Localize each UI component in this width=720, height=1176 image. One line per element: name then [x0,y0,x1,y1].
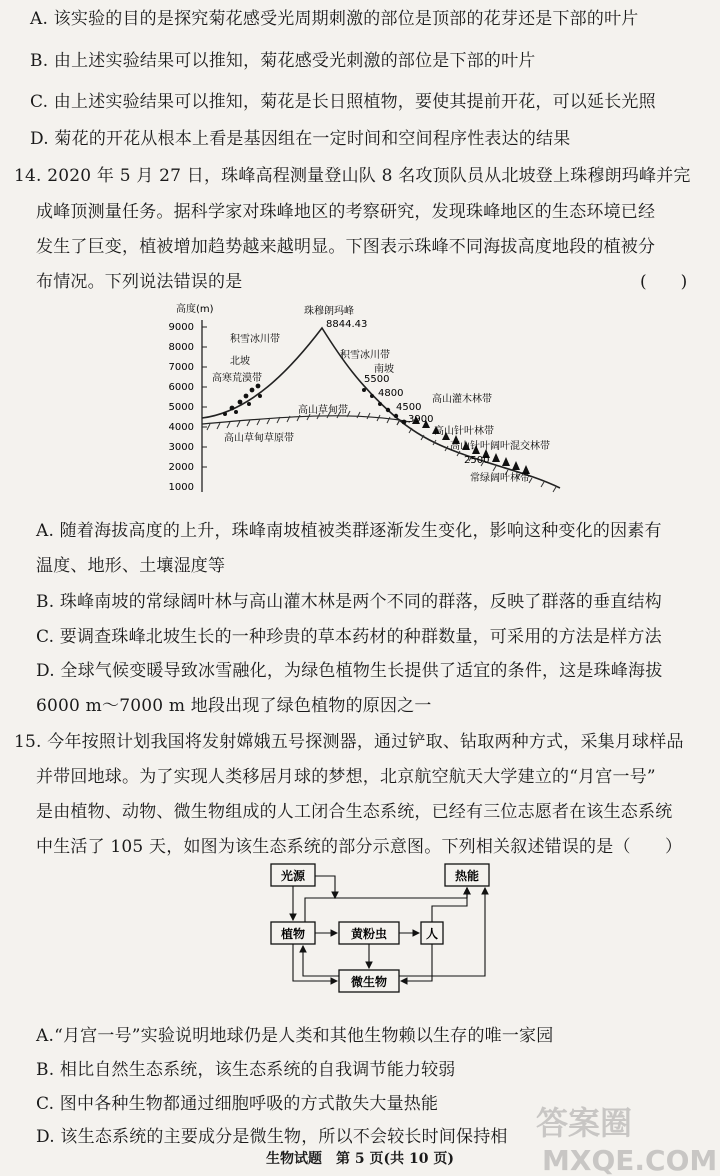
q15-stem-line-3: 是由植物、动物、微生物组成的人工闭合生态系统，已经有三位志愿者在该生态系统 [36,802,673,822]
conifer-label: 高山针叶林带 [434,426,494,437]
q14-option-d-cont: 6000 m～7000 m 地段出现了绿色植物的原因之一 [36,696,432,716]
alt-5500-label: 5500 [364,374,390,385]
evergreen-label: 常绿阔叶林带 [470,473,530,484]
q14-stem-line-3: 发生了巨变，植被增加趋势越来越明显。下图表示珠峰不同海拔高度地段的植被分 [36,237,656,257]
q14-answer-paren: ( ) [640,272,688,292]
shrub-label: 高山灌木林带 [432,394,492,405]
north-snow-label: 积雪冰川带 [230,334,280,345]
y-tick: 7000 [168,362,194,373]
q14-stem-line-2: 成峰顶测量任务。据科学家对珠峰地区的考察研究，发现珠峰地区的生态环境已经 [36,202,656,222]
y-tick: 5000 [168,402,194,413]
q14-stem-line-1: 14. 2020 年 5 月 27 日，珠峰高程测量登山队 8 名攻顶队员从北坡登上珠穆朗玛峰并完 [14,166,691,186]
energy-flow-arrows [293,876,485,981]
person-label: 人 [425,927,439,941]
heat-label: 热能 [454,869,480,883]
q14-option-a: A. 随着海拔高度的上升，珠峰南坡植被类群逐渐发生变化，影响这种变化的因素有 [36,521,662,541]
everest-vegetation-figure [150,300,610,500]
q15-stem-line-4: 中生活了 105 天，如图为该生态系统的部分示意图。下列相关叙述错误的是（ ） [36,837,683,857]
y-axis-title: 高度(m) [176,304,214,315]
q13-option-a: A. 该实验的目的是探究菊花感受光周期刺激的部位是顶部的花芽还是下部的叶片 [30,9,639,29]
q15-option-a: A.“月宫一号”实验说明地球仍是人类和其他生物赖以生存的唯一家园 [36,1026,554,1046]
q15-option-b: B. 相比自然生态系统，该生态系统的自我调节能力较弱 [36,1060,456,1080]
q15-stem-line-2: 并带回地球。为了实现人类移居月球的梦想，北京航空航天大学建立的“月宫一号” [36,767,656,787]
alt-4800-label: 4800 [378,388,404,399]
meadow-steppe-label: 高山草甸草原带 [224,433,294,444]
lunar-palace-diagram [255,858,505,998]
y-tick-marks [202,327,207,467]
q15-stem-line-1: 15. 今年按照计划我国将发射嫦娥五号探测器，通过铲取、钻取两种方式，采集月球样品 [14,732,684,752]
y-tick: 3000 [168,442,194,453]
page-footer: 生物试题 第 5 页(共 10 页) [266,1151,454,1167]
south-slope-label: 南坡 [374,364,394,375]
q13-option-c: C. 由上述实验结果可以推知，菊花是长日照植物，要使其提前开花，可以延长光照 [30,92,656,112]
peak-name-label: 珠穆朗玛峰 [304,306,354,317]
north-desert-label: 高寒荒漠带 [212,373,262,384]
q14-stem-line-4: 布情况。下列说法错误的是 [36,272,243,292]
alt-2500-label: 2500 [464,455,490,466]
peak-height-label: 8844.43 [326,319,368,330]
q14-option-d: D. 全球气候变暖导致冰雪融化，为绿色植物生长提供了适宜的条件，这是珠峰海拔 [36,661,663,681]
q13-option-b: B. 由上述实验结果可以推知，菊花感受光刺激的部位是下部的叶片 [30,51,536,71]
q15-option-c: C. 图中各种生物都通过细胞呼吸的方式散失大量热能 [36,1094,439,1114]
y-tick: 4000 [168,422,194,433]
watermark-text-cn: 答案圈 [536,1104,633,1142]
mixed-forest-label: 高山针叶阔叶混交林带 [450,441,550,452]
y-tick: 8000 [168,342,194,353]
q14-option-a-cont: 温度、地形、土壤湿度等 [36,556,226,576]
alpine-meadow-label: 高山草甸带 [298,405,348,416]
north-slope-label: 北坡 [230,356,250,367]
mealworm-label: 黄粉虫 [350,927,388,941]
q14-option-b: B. 珠峰南坡的常绿阔叶林与高山灌木林是两个不同的群落，反映了群落的垂直结构 [36,592,662,612]
light-source-label: 光源 [280,869,306,883]
y-tick: 1000 [168,482,194,493]
y-tick: 6000 [168,382,194,393]
plant-label: 植物 [280,927,306,941]
watermark-text-en: MXQE.COM [542,1144,718,1176]
figure-labels [212,304,550,484]
q14-option-c: C. 要调查珠峰北坡生长的一种珍贵的草本药材的种群数量，可采用的方法是样方法 [36,627,662,647]
alt-3900-label: 3900 [408,414,434,425]
q15-option-d: D. 该生态系统的主要成分是微生物，所以不会较长时间保持相 [36,1127,508,1147]
y-tick: 2000 [168,462,194,473]
south-snow-label: 积雪冰川带 [340,350,390,361]
alt-4500-label: 4500 [396,402,422,413]
y-tick: 9000 [168,322,194,333]
microbe-label: 微生物 [350,975,388,989]
q13-option-d: D. 菊花的开花从根本上看是基因组在一定时间和空间程序性表达的结果 [30,129,571,149]
y-ticks [169,322,194,493]
